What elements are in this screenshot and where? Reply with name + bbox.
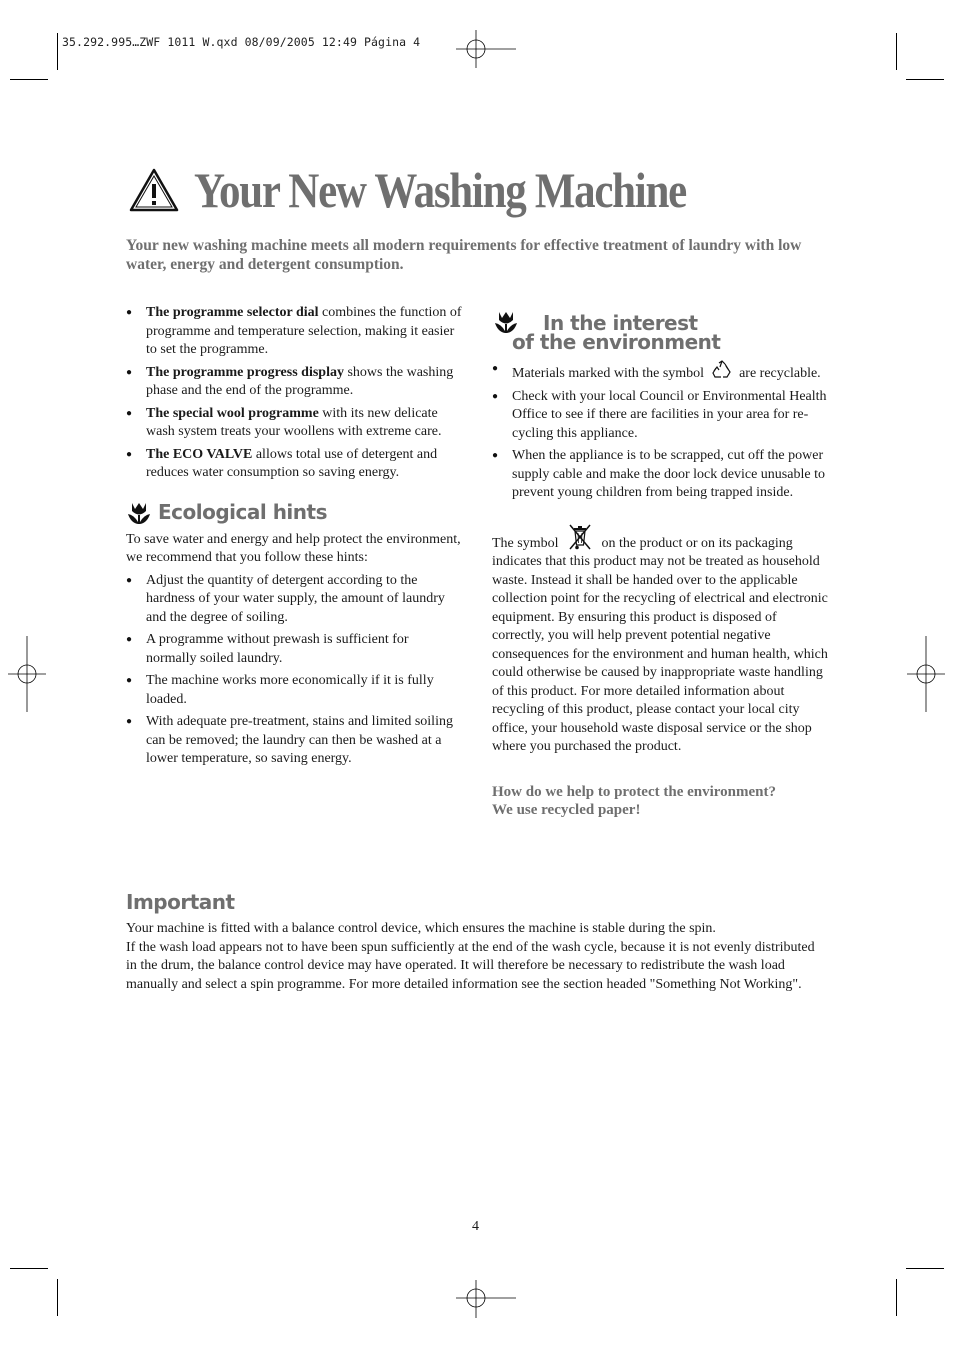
eco-hints-list xyxy=(126,572,462,769)
eco-hints-heading xyxy=(126,501,462,525)
weee-paragraph: The symbol on the product or on its packaging indicates that this product may not be treated as household waste. Instead it shall be handed over to the applicable collection point for the recycling of electrical and electronic equipment. By ensuring this product is disposed of correctly, you will help prevent potential negative consequences for the environment and human health, which could otherwise be caused by inappropriate waste handling of this product. For more detailed information about recycling of this product, please contact your local city office, your household waste disposal service or the shop where you purchased the product. xyxy=(492,523,828,757)
warning-triangle-icon xyxy=(128,167,180,213)
section-heading: Ecological hints xyxy=(158,500,327,525)
crossed-bin-icon xyxy=(567,523,593,551)
page-number: 4 xyxy=(472,1219,479,1234)
print-header: 35.292.995…ZWF 1011 W.qxd 08/09/2005 12:49 Página 4 xyxy=(62,35,421,49)
environment-heading xyxy=(492,310,828,354)
right-column xyxy=(492,310,828,820)
intro-paragraph: Your new washing machine meets all modern requirements for effective treatment of laundry with low water, energy and detergent consumption. xyxy=(126,237,802,273)
crop-mark xyxy=(10,79,48,80)
registration-mark-icon xyxy=(907,636,945,712)
crop-mark xyxy=(57,1279,58,1316)
crop-mark xyxy=(906,79,944,80)
list-item: ● When the appliance is to be scrapped, cut off the power supply cable and make the door lock device unusable to prevent young children from being trapped inside. xyxy=(492,447,828,503)
important-section xyxy=(126,890,826,994)
crop-mark xyxy=(10,1268,48,1269)
recycled-paper-note: How do we help to protect the environment? We use recycled paper! xyxy=(492,783,777,818)
list-item: ● The ECO VALVE allows total use of detergent and reduces water consumption so saving energy. xyxy=(126,446,462,483)
list-item: ● With adequate pre-treatment, stains and limited soiling can be removed; the laundry can then be washed at a lower temperature, so saving energy. xyxy=(126,713,462,769)
list-item: ● A programme without prewash is sufficient for normally soiled laundry. xyxy=(126,631,462,668)
registration-mark-icon xyxy=(456,1280,516,1318)
environment-list xyxy=(492,360,828,503)
registration-mark-icon xyxy=(456,30,516,68)
crop-mark xyxy=(896,33,897,70)
list-item: ● Adjust the quantity of detergent according to the hardness of your water supply, the amount of laundry and the degree of soiling. xyxy=(126,572,462,628)
registration-mark-icon xyxy=(8,636,46,712)
left-column xyxy=(126,304,462,773)
list-item: ● Check with your local Council or Environmental Health Office to see if there are facilities in your area for re-cycling this appliance. xyxy=(492,388,828,444)
section-heading: In the interest xyxy=(543,311,698,335)
crop-mark xyxy=(896,1279,897,1316)
crop-mark xyxy=(906,1268,944,1269)
page-title: Your New Washing Machine xyxy=(194,162,686,218)
page-title-row xyxy=(128,160,766,220)
list-item: ● The programme progress display shows the washing phase and the end of the programme. xyxy=(126,364,462,401)
eco-hints-intro: To save water and energy and help protect the environment, we recommend that you follow these hints: xyxy=(126,531,461,565)
list-item: ● The programme selector dial combines the function of programme and temperature selection, making it easier to set the programme. xyxy=(126,304,462,360)
recycle-icon xyxy=(711,360,733,380)
tulip-icon xyxy=(126,501,152,525)
section-heading: of the environment xyxy=(512,330,721,354)
important-line: Your machine is fitted with a balance control device, which ensures the machine is stable during the spin. xyxy=(126,921,716,936)
features-list xyxy=(126,304,462,483)
list-item: ● Materials marked with the symbol are recyclable. xyxy=(492,360,828,384)
crop-mark xyxy=(57,33,58,70)
section-heading: Important xyxy=(126,890,235,914)
important-paragraph: If the wash load appears not to have been spun sufficiently at the end of the wash cycle, because it is not evenly distributed in the drum, the balance control device may have operated. It will therefore be necessary to redistribute the wash load manually and select a spin programme. For more detailed information see the section headed "Something Not Working". xyxy=(126,939,815,992)
list-item: ● The machine works more economically if it is fully loaded. xyxy=(126,672,462,709)
list-item: ● The special wool programme with its new delicate wash system treats your woollens with extreme care. xyxy=(126,405,462,442)
